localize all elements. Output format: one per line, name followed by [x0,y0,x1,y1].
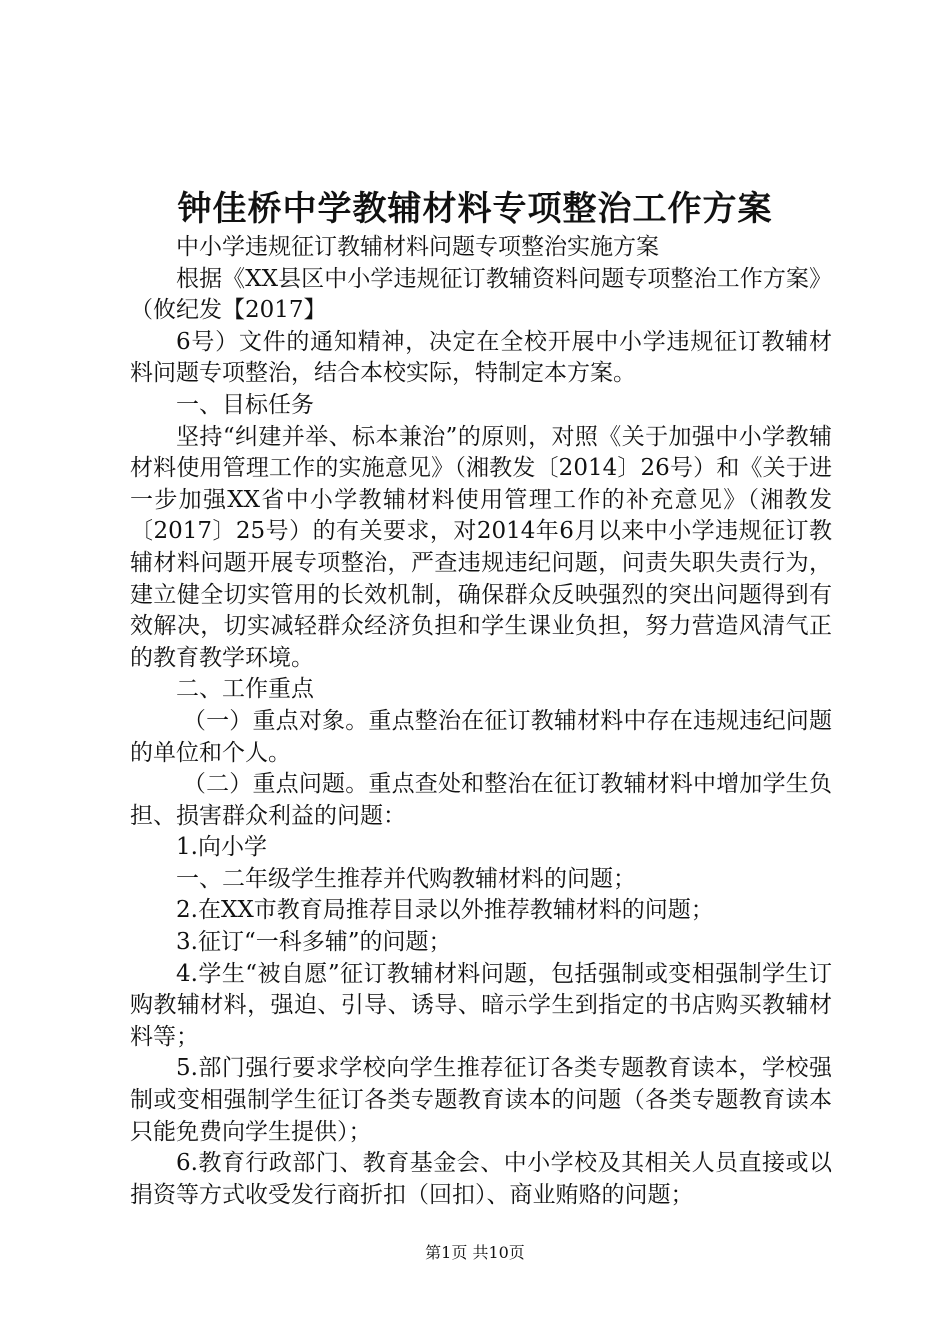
document-title: 钟佳桥中学教辅材料专项整治工作方案 [177,189,773,229]
list-item: 1.向小学 [176,834,267,861]
list-item: 6.教育行政部门、教育基金会、中小学校及其相关人员直接或以捐资等方式收受发行商折扣（回扣）、商业贿赂的问题； [130,1150,832,1208]
paragraph: 6号）文件的通知精神，决定在全校开展中小学违规征订教辅材料问题专项整治，结合本校实际，特制定本方案。 [130,328,832,387]
document-body [130,232,832,1211]
list-item: 3.征订“一科多辅”的问题； [176,929,452,956]
paragraph: 中小学违规征订教辅材料问题专项整治实施方案 [176,234,659,260]
list-item: 2.在XX市教育局推荐目录以外推荐教辅材料的问题； [176,897,714,924]
section-heading: 二、工作重点 [176,676,314,703]
paragraph: （一）重点对象。重点整治在征订教辅材料中存在违规违纪问题的单位和个人。 [130,707,832,766]
section-heading: 一、目标任务 [176,391,314,418]
page-number-footer: 第1页 共10页 [425,1243,525,1262]
list-item: 一、二年级学生推荐并代购教辅材料的问题； [176,865,636,892]
paragraph: （二）重点问题。重点查处和整治在征订教辅材料中增加学生负担、损害群众利益的问题： [130,771,832,829]
list-item: 4.学生“被自愿”征订教辅材料问题，包括强制或变相强制学生订购教辅材料，强迫、引导、诱导、暗示学生到指定的书店购买教辅材料等； [130,960,832,1050]
paragraph: 根据《XX县区中小学违规征订教辅资料问题专项整治工作方案》（攸纪发【2017】 [130,265,832,324]
paragraph: 坚持“纠建并举、标本兼治”的原则，对照《关于加强中小学教辅材料使用管理工作的实施意见》（湘教发〔2014〕26号）和《关于进一步加强XX省中小学教辅材料使用管理工作的补充意见》（湘教发〔2017〕25号）的有关要求，对2014年6月以来中小学违规征订教辅材料问题开展专项整治，严查违规违纪问题，问责失职失责行为，建立健全切实管用的长效机制，确保群众反映强烈的突出问题得到有效解决，切实减轻群众经济负担和学生课业负担，努力营造风清气正的教育教学环境。 [130,423,832,671]
list-item: 5.部门强行要求学校向学生推荐征订各类专题教育读本，学校强制或变相强制学生征订各类专题教育读本的问题（各类专题教育读本只能免费向学生提供）； [130,1055,832,1145]
